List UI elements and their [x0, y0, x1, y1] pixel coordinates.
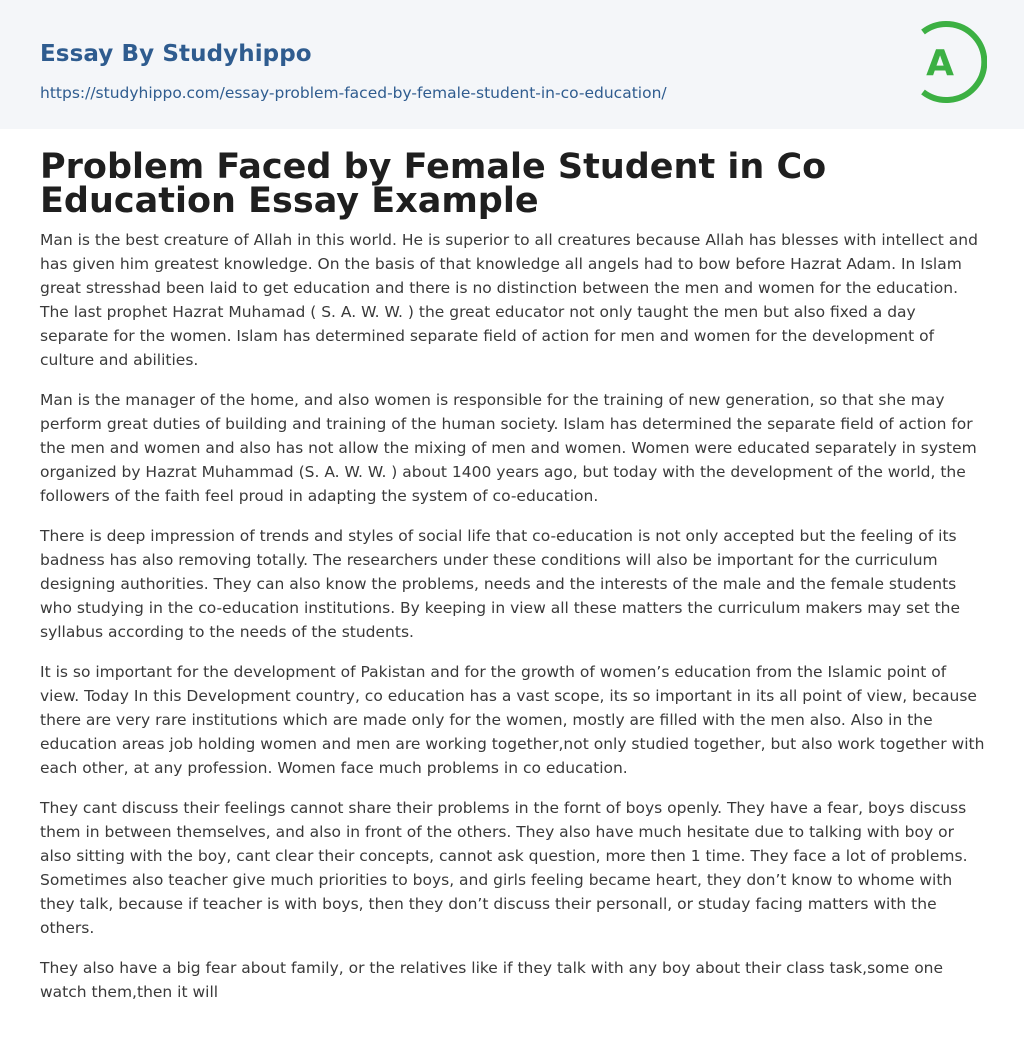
paragraph: There is deep impression of trends and styles of social life that co-education is not only accepted but the feeling of its badness has also removing totally. The researchers under these conditions will also be important for the curriculum designing authorities. They can also know the problems, needs and the interests of the male and the female students who studying in the co-education institutions. By keeping in view all these matters the curriculum makers may set the syllabus according to the needs of the students. — [40, 527, 961, 641]
paragraph: It is so important for the development of Pakistan and for the growth of women’s education from the Islamic point of view. Today In this Development country, co education has a vast scope, its so important in its all point of view, because there are very rare institutions which are made only for the women, mostly are filled with the men also. Also in the education areas job holding women and men are working together,not only studied together, but also work together with each other, at any profession. Women face much problems in co education. — [40, 663, 985, 777]
paragraph: They cant discuss their feelings cannot share their problems in the fornt of boys openly. They have a fear, boys discuss them in between themselves, and also in front of the others. They also have much hesitate due to talking with boy or also sitting with the boy, cant clear their concepts, cannot ask question, more then 1 time. They face a lot of problems. Sometimes also teacher give much priorities to boys, and girls feeling became heart, they don’t know to whome with they talk, because if teacher is with boys, then they don’t discuss their personall, or studay facing matters with the others. — [40, 799, 968, 937]
paragraph: They also have a big fear about family, or the relatives like if they talk with any boy about their class task,some one watch them,then it will — [40, 959, 944, 1001]
site-title[interactable]: Essay By Studyhippo — [40, 41, 312, 67]
page-url-link[interactable]: https://studyhippo.com/essay-problem-faced-by-female-student-in-co-education/ — [40, 84, 667, 102]
paragraph: Man is the manager of the home, and also women is responsible for the training of new generation, so that she may perform great duties of building and training of the human society. Islam has determined the separate field of action for the men and women and also has not allow the mixing of men and women. Women were educated separately in system organized by Hazrat Muhammad (S. A. W. W. ) about 1400 years ago, but today with the development of the world, the followers of the faith feel proud in adapting the system of co-education. — [40, 391, 977, 505]
logo-letter: A — [926, 43, 954, 84]
page-title: Problem Faced by Female Student in Co Education Essay Example — [40, 147, 827, 221]
paragraph: Man is the best creature of Allah in this world. He is superior to all creatures because Allah has blesses with intellect and has given him greatest knowledge. On the basis of that knowledge all angels had to bow before Hazrat Adam. In Islam great stresshad been laid to get education and there is no distinction between the men and women for the education. The last prophet Hazrat Muhamad ( S. A. W. W. ) the great educator not only taught the men but also fixed a day separate for the women. Islam has determined separate field of action for men and women for the development of culture and abilities. — [40, 231, 978, 369]
article-body — [40, 228, 986, 1020]
site-header — [0, 0, 1024, 129]
studyhippo-logo-icon[interactable] — [911, 18, 987, 106]
